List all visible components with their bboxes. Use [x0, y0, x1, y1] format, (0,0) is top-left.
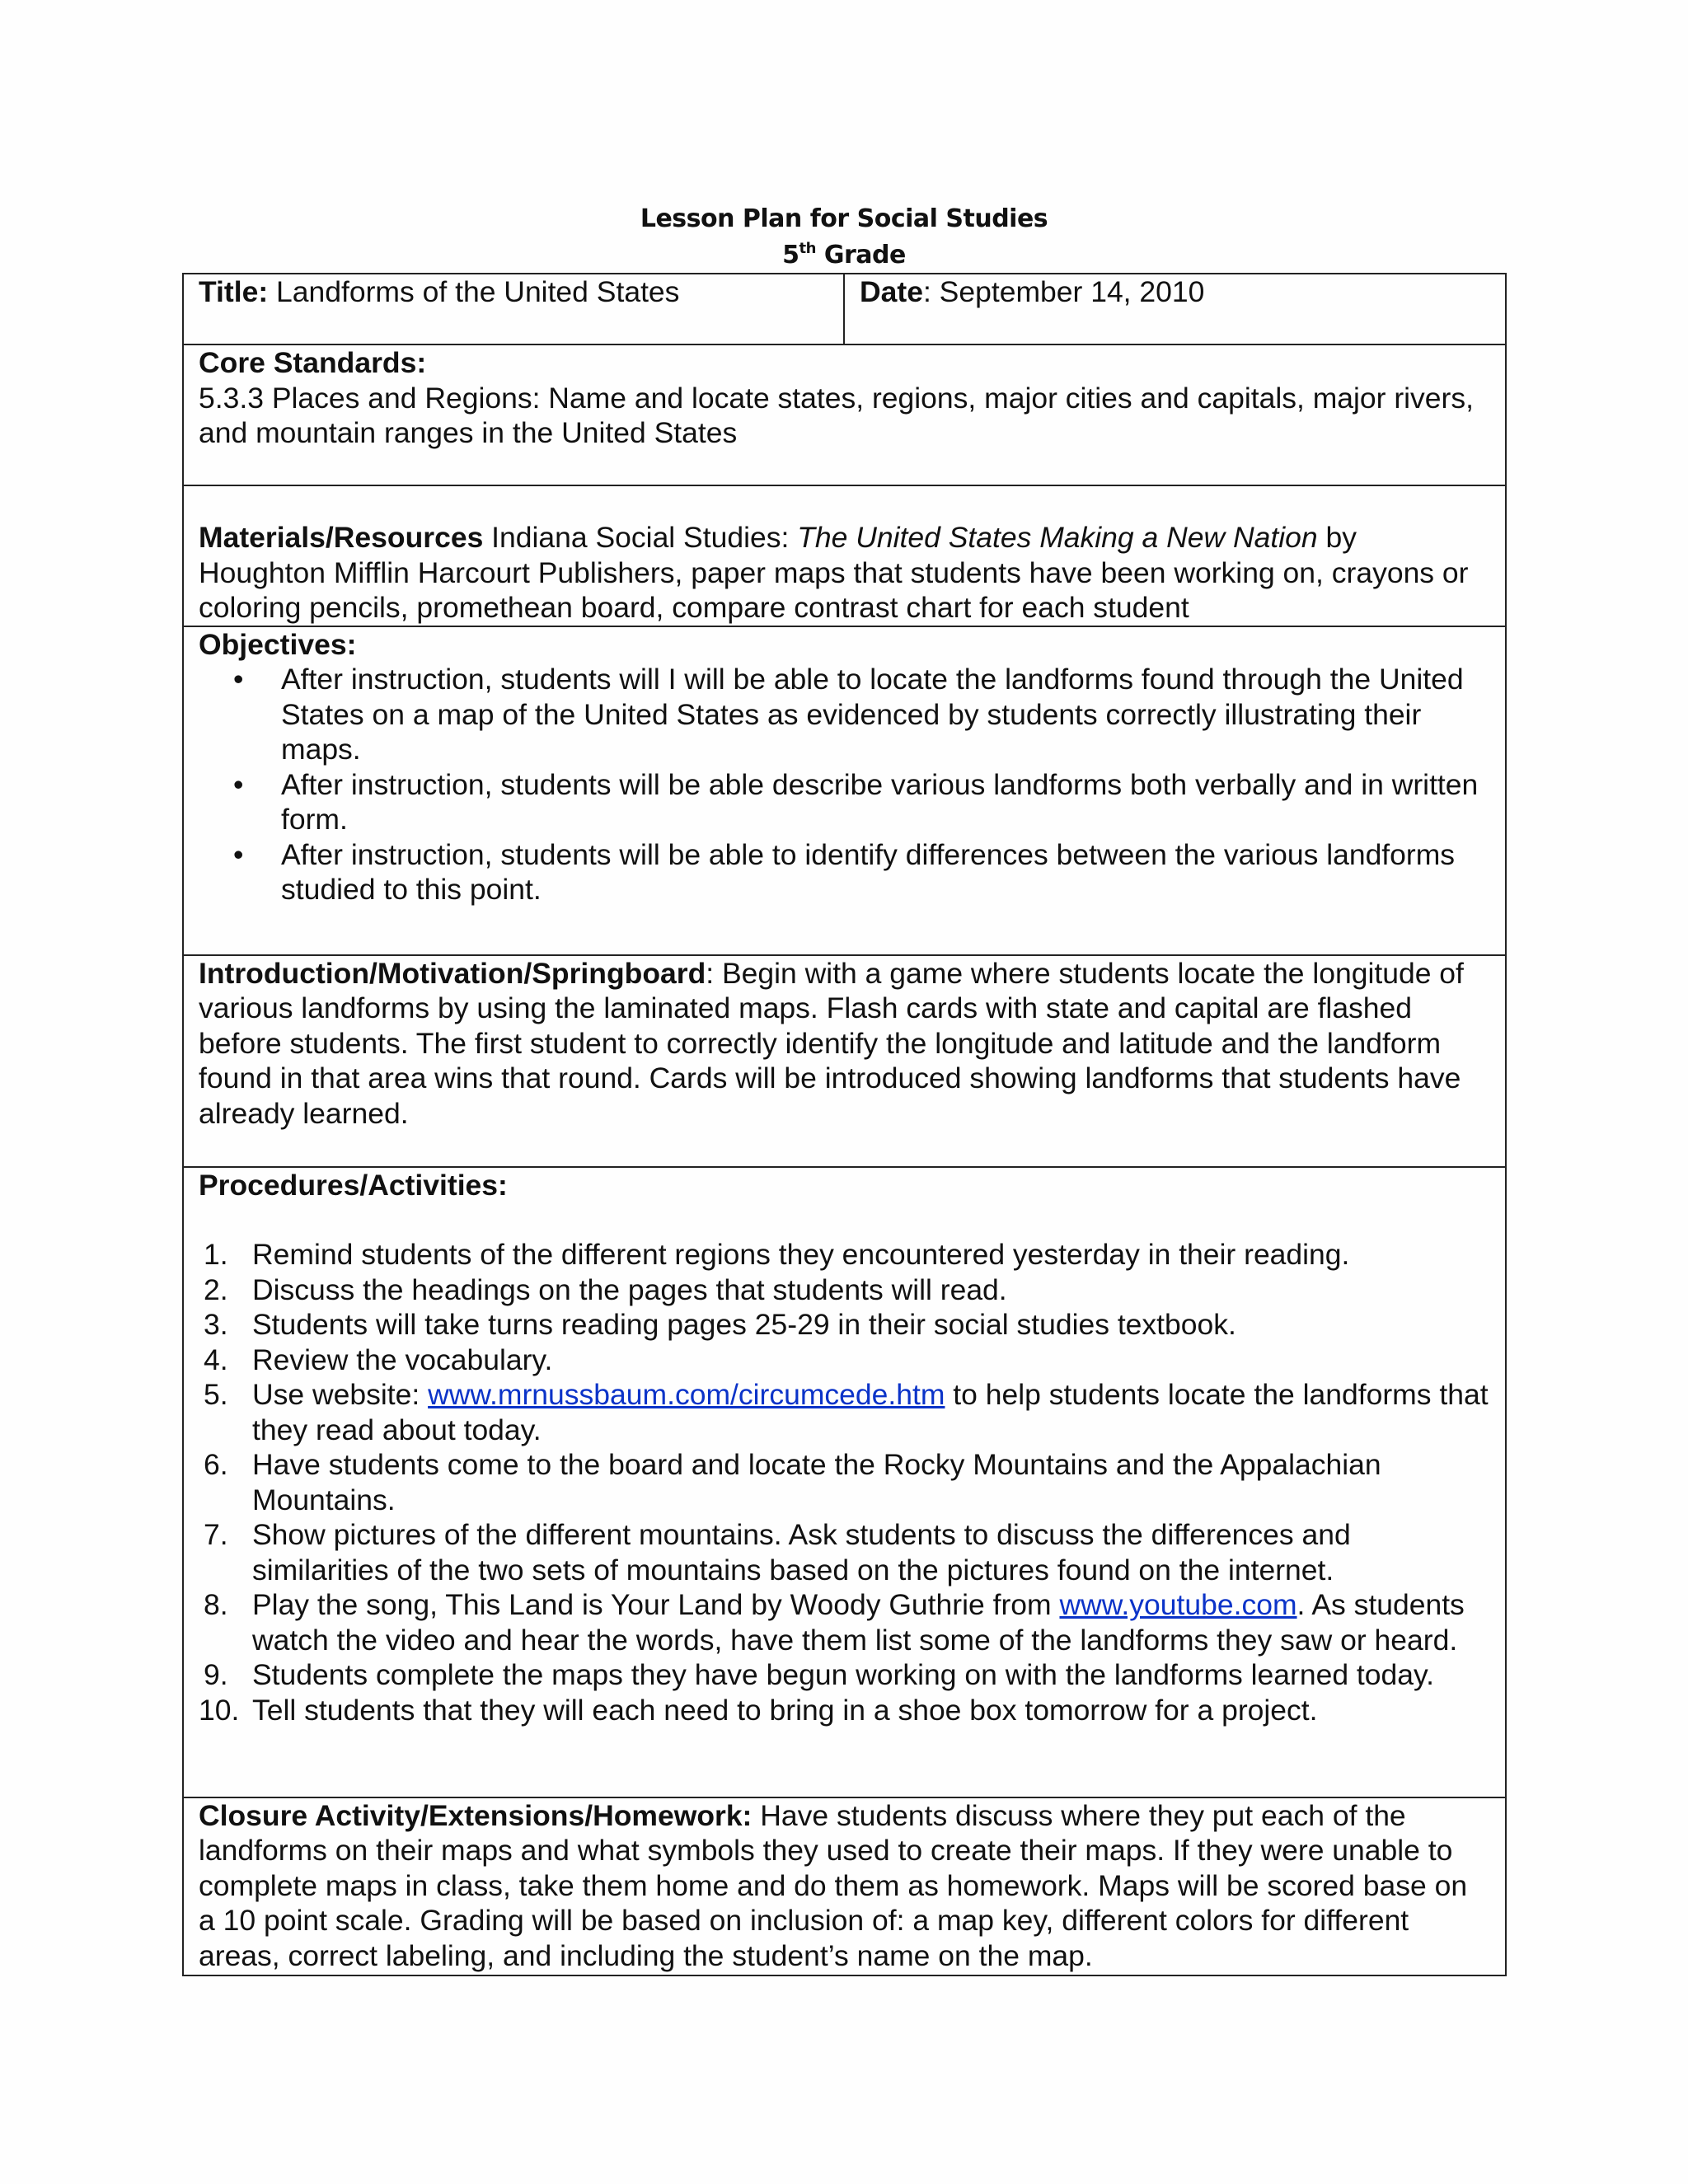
- website-link[interactable]: www.mrnussbaum.com/circumcede.htm: [428, 1378, 945, 1411]
- procedures-row: [183, 1167, 1506, 1797]
- document-heading: [0, 201, 1688, 274]
- objectives-row: [183, 626, 1506, 955]
- step-text: Students complete the maps they have begun working on with the landforms learned today.: [252, 1658, 1435, 1691]
- procedure-step: [199, 1587, 1490, 1657]
- step-text: Students will take turns reading pages 25-29 in their social studies textbook.: [252, 1308, 1236, 1341]
- objective-text: After instruction, students will be able describe various landforms both verbally and in written form.: [281, 767, 1479, 836]
- step-number: 4.: [204, 1343, 228, 1376]
- materials-text-before: Indiana Social Studies:: [483, 521, 798, 554]
- bullet-icon: •: [233, 837, 244, 871]
- bullet-icon: •: [233, 767, 244, 801]
- procedure-step: [199, 1517, 1490, 1587]
- materials-label: Materials/Resources: [199, 521, 484, 554]
- step-text: Have students come to the board and locate the Rocky Mountains and the Appalachian Mountains.: [252, 1448, 1381, 1516]
- closure-text: Have students discuss where they put each of the landforms on their maps and what symbols they used to create their maps. If they were unable to complete maps in class, take them home and do them as homework. Maps will be scored base on a 10 point scale. Grading will be based on inclusion of: a map key, different colors for different areas, correct labeling, and including the student’s name on the map.: [199, 1798, 1468, 1972]
- procedure-step: [199, 1657, 1490, 1693]
- materials-row: [183, 485, 1506, 626]
- objective-item: [233, 767, 1490, 837]
- introduction-text: : Begin with a game where students locate the longitude of various landforms by using the laminated maps. Flash cards with state and capital are flashed before students. The first student to correctly identify the longitude and latitude and the landform found in that area wins that round. Cards will be introduced showing landforms that students have already learned.: [199, 956, 1464, 1130]
- step-number: 5.: [204, 1378, 228, 1411]
- procedure-step: [199, 1447, 1490, 1517]
- date-label: Date: [860, 275, 923, 308]
- procedure-step: [199, 1343, 1490, 1378]
- step-text-after: to help students locate the landforms that they read about today.: [252, 1378, 1489, 1446]
- step-text: Remind students of the different regions they encountered yesterday in their reading.: [252, 1238, 1350, 1271]
- step-number: 7.: [204, 1518, 228, 1551]
- step-text: Discuss the headings on the pages that students will read.: [252, 1272, 1007, 1306]
- grade-line: [0, 237, 1688, 274]
- objectives-list: [199, 662, 1490, 907]
- objective-item: [233, 837, 1490, 907]
- introduction-label: Introduction/Motivation/Springboard: [199, 956, 706, 990]
- objective-text: After instruction, students will I will be able to locate the landforms found through the United States on a map of the United States as evidenced by students correctly illustrating their maps.: [281, 663, 1464, 766]
- objective-text: After instruction, students will be able to identify differences between the various landforms studied to this point.: [281, 837, 1456, 906]
- title-row: [183, 274, 1506, 344]
- step-text: Review the vocabulary.: [252, 1343, 553, 1376]
- step-number: 3.: [204, 1308, 228, 1341]
- core-standards-row: [183, 344, 1506, 485]
- procedure-step: [199, 1307, 1490, 1343]
- grade-word: Grade: [815, 241, 906, 269]
- closure-cell: [183, 1797, 1506, 1975]
- procedure-step: [199, 1377, 1490, 1447]
- title-value: Landforms of the United States: [268, 275, 680, 308]
- grade-superscript: th: [799, 240, 816, 257]
- closure-row: [183, 1797, 1506, 1975]
- document-title: Lesson Plan for Social Studies: [640, 204, 1048, 233]
- step-text: Show pictures of the different mountains. Ask students to discuss the differences and similarities of the two sets of mountains based on the pictures found on the internet.: [252, 1518, 1351, 1586]
- step-text-after: . As students watch the video and hear the words, have them list some of the landforms they saw or heard.: [252, 1588, 1465, 1657]
- materials-text-after: by Houghton Mifflin Harcourt Publishers, paper maps that students have been working on, crayons or coloring pencils, promethean board, compare contrast chart for each student: [199, 521, 1469, 624]
- introduction-row: [183, 955, 1506, 1167]
- objectives-cell: [183, 626, 1506, 955]
- step-text-before: Play the song, This Land is Your Land by Woody Guthrie from: [252, 1588, 1060, 1621]
- materials-book-title: The United States Making a New Nation: [797, 521, 1318, 554]
- procedures-label: Procedures/Activities:: [199, 1168, 508, 1202]
- closure-label: Closure Activity/Extensions/Homework:: [199, 1798, 753, 1832]
- core-standards-label: Core Standards:: [199, 346, 427, 379]
- procedure-step: [199, 1693, 1490, 1728]
- title-cell: [183, 274, 844, 344]
- step-number: 2.: [204, 1272, 228, 1306]
- lesson-plan-table: [182, 273, 1507, 1976]
- step-number: 9.: [204, 1658, 228, 1691]
- procedure-step: [199, 1237, 1490, 1272]
- procedure-step: [199, 1272, 1490, 1308]
- grade-number: 5: [782, 241, 799, 269]
- step-text: Tell students that they will each need to bring in a shoe box tomorrow for a project.: [252, 1693, 1318, 1727]
- date-cell: [844, 274, 1506, 344]
- materials-cell: [183, 485, 1506, 626]
- core-standards-cell: [183, 344, 1506, 485]
- introduction-cell: [183, 955, 1506, 1167]
- procedures-list: [199, 1237, 1490, 1727]
- step-text-before: Use website:: [252, 1378, 429, 1411]
- date-value: : September 14, 2010: [922, 275, 1205, 308]
- step-number: 8.: [204, 1588, 228, 1621]
- objectives-label: Objectives:: [199, 627, 357, 661]
- procedures-cell: [183, 1167, 1506, 1797]
- core-standards-text: 5.3.3 Places and Regions: Name and locate states, regions, major cities and capitals, major rivers, and mountain ranges in the United States: [199, 381, 1474, 449]
- step-number: 10.: [199, 1693, 240, 1727]
- youtube-link[interactable]: www.youtube.com: [1059, 1588, 1297, 1621]
- title-label: Title:: [199, 275, 269, 308]
- bullet-icon: •: [233, 663, 244, 696]
- step-number: 1.: [204, 1238, 228, 1271]
- step-number: 6.: [204, 1448, 228, 1481]
- objective-item: [233, 662, 1490, 767]
